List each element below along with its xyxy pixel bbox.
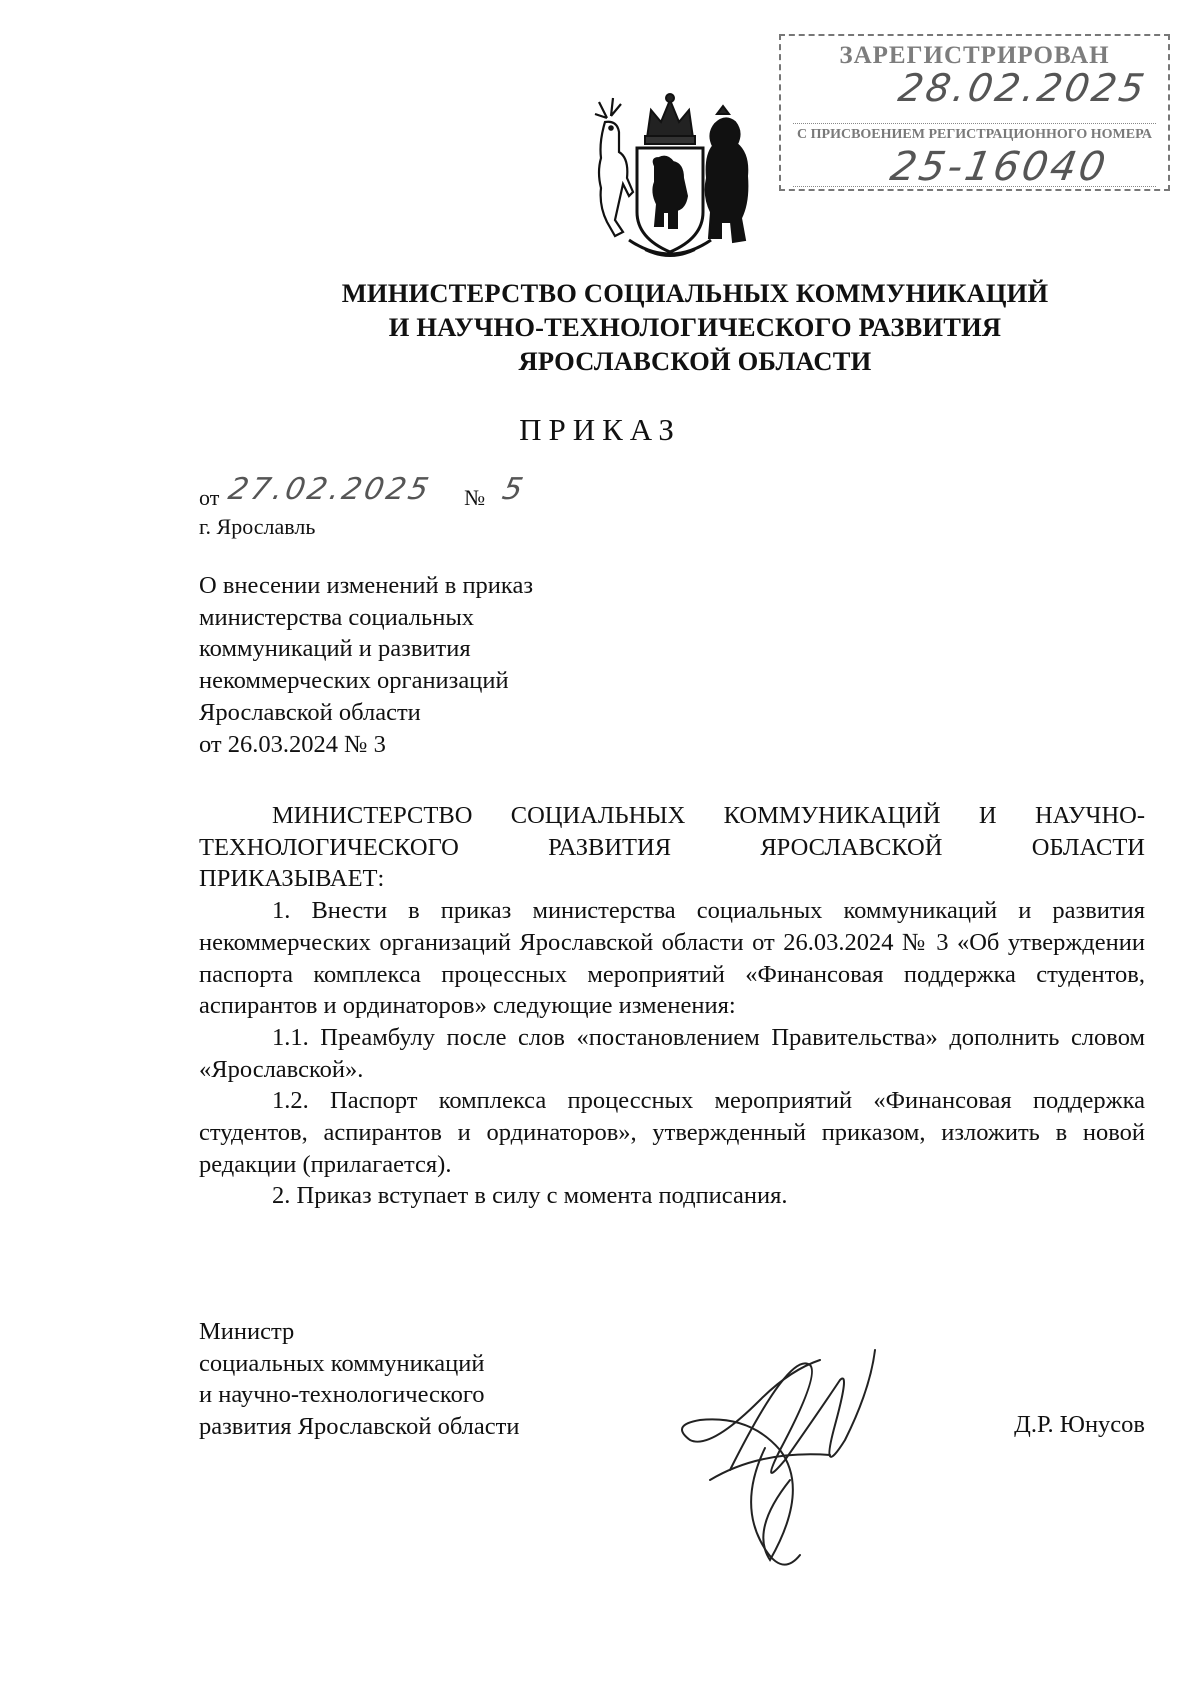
- ministry-heading-line: ЯРОСЛАВСКОЙ ОБЛАСТИ: [518, 346, 872, 376]
- preamble-line: ТЕХНОЛОГИЧЕСКОГО РАЗВИТИЯ ЯРОСЛАВСКОЙ ОБЛАСТИ: [199, 833, 1145, 861]
- subject-line: некоммерческих организаций: [199, 667, 509, 695]
- order-item: 1. Внести в приказ министерства социальных коммуникаций и развития некоммерческих организаций Ярославской области от 26.03.2024 № 3 «Об утверждении паспорта комплекса процессных мероприятий «Финансовая поддержка студентов, аспирантов и ординаторов» следующие изменения:: [199, 897, 1145, 1020]
- order-item: 2. Приказ вступает в силу с момента подписания.: [272, 1182, 788, 1210]
- ministry-heading: [300, 276, 1090, 378]
- subject-line: коммуникаций и развития: [199, 635, 471, 663]
- signatory-position: [199, 1316, 519, 1443]
- order-item: 1.2. Паспорт комплекса процессных мероприятий «Финансовая поддержка студентов, аспирантов и ординаторов», утвержденный приказом, изложить в новой редакции (прилагается).: [199, 1087, 1145, 1178]
- stamp-reg-number: 25-16040: [886, 144, 1112, 190]
- document-type-title: ПРИКАЗ: [519, 412, 681, 447]
- handwritten-number: 5: [498, 472, 529, 507]
- stamp-divider: [793, 123, 1156, 124]
- stamp-subtitle: С ПРИСВОЕНИЕМ РЕГИСТРАЦИОННОГО НОМЕРА: [797, 127, 1152, 142]
- subject-line: Ярославской области: [199, 698, 421, 726]
- preamble-line: МИНИСТЕРСТВО СОЦИАЛЬНЫХ КОММУНИКАЦИЙ И НАУЧНО-: [272, 802, 1145, 829]
- ministry-heading-line: И НАУЧНО-ТЕХНОЛОГИЧЕСКОГО РАЗВИТИЯ: [388, 312, 1002, 342]
- subject-line: О внесении изменений в приказ: [199, 572, 534, 599]
- order-body: [199, 800, 1145, 1212]
- position-line: Министр: [199, 1318, 295, 1345]
- handwritten-date: 27.02.2025: [225, 472, 435, 507]
- order-subject: [199, 570, 619, 760]
- position-line: социальных коммуникаций: [199, 1349, 485, 1377]
- date-number-line: [199, 472, 529, 513]
- subject-line: министерства социальных: [199, 603, 475, 631]
- handwritten-signature-icon: [670, 1330, 940, 1580]
- ministry-heading-line: МИНИСТЕРСТВО СОЦИАЛЬНЫХ КОММУНИКАЦИЙ: [341, 278, 1049, 308]
- registration-stamp: [779, 34, 1170, 191]
- position-line: и научно-технологического: [199, 1381, 485, 1409]
- signatory-name: Д.Р. Юнусов: [1014, 1411, 1145, 1438]
- order-item: 1.1. Преамбулу после слов «постановлением Правительства» дополнить словом «Ярославской».: [199, 1023, 1145, 1083]
- subject-line: от 26.03.2024 № 3: [199, 730, 386, 758]
- stamp-divider-bottom: [793, 186, 1156, 187]
- coat-of-arms-icon: [589, 92, 752, 264]
- stamp-title: ЗАРЕГИСТРИРОВАН: [839, 42, 1110, 69]
- stamp-date: 28.02.2025: [895, 66, 1151, 110]
- city: г. Ярославль: [199, 514, 316, 539]
- number-label: №: [464, 485, 486, 510]
- preamble-line: ПРИКАЗЫВАЕТ:: [199, 865, 385, 893]
- position-line: развития Ярославской области: [199, 1413, 520, 1441]
- from-label: от: [199, 485, 220, 510]
